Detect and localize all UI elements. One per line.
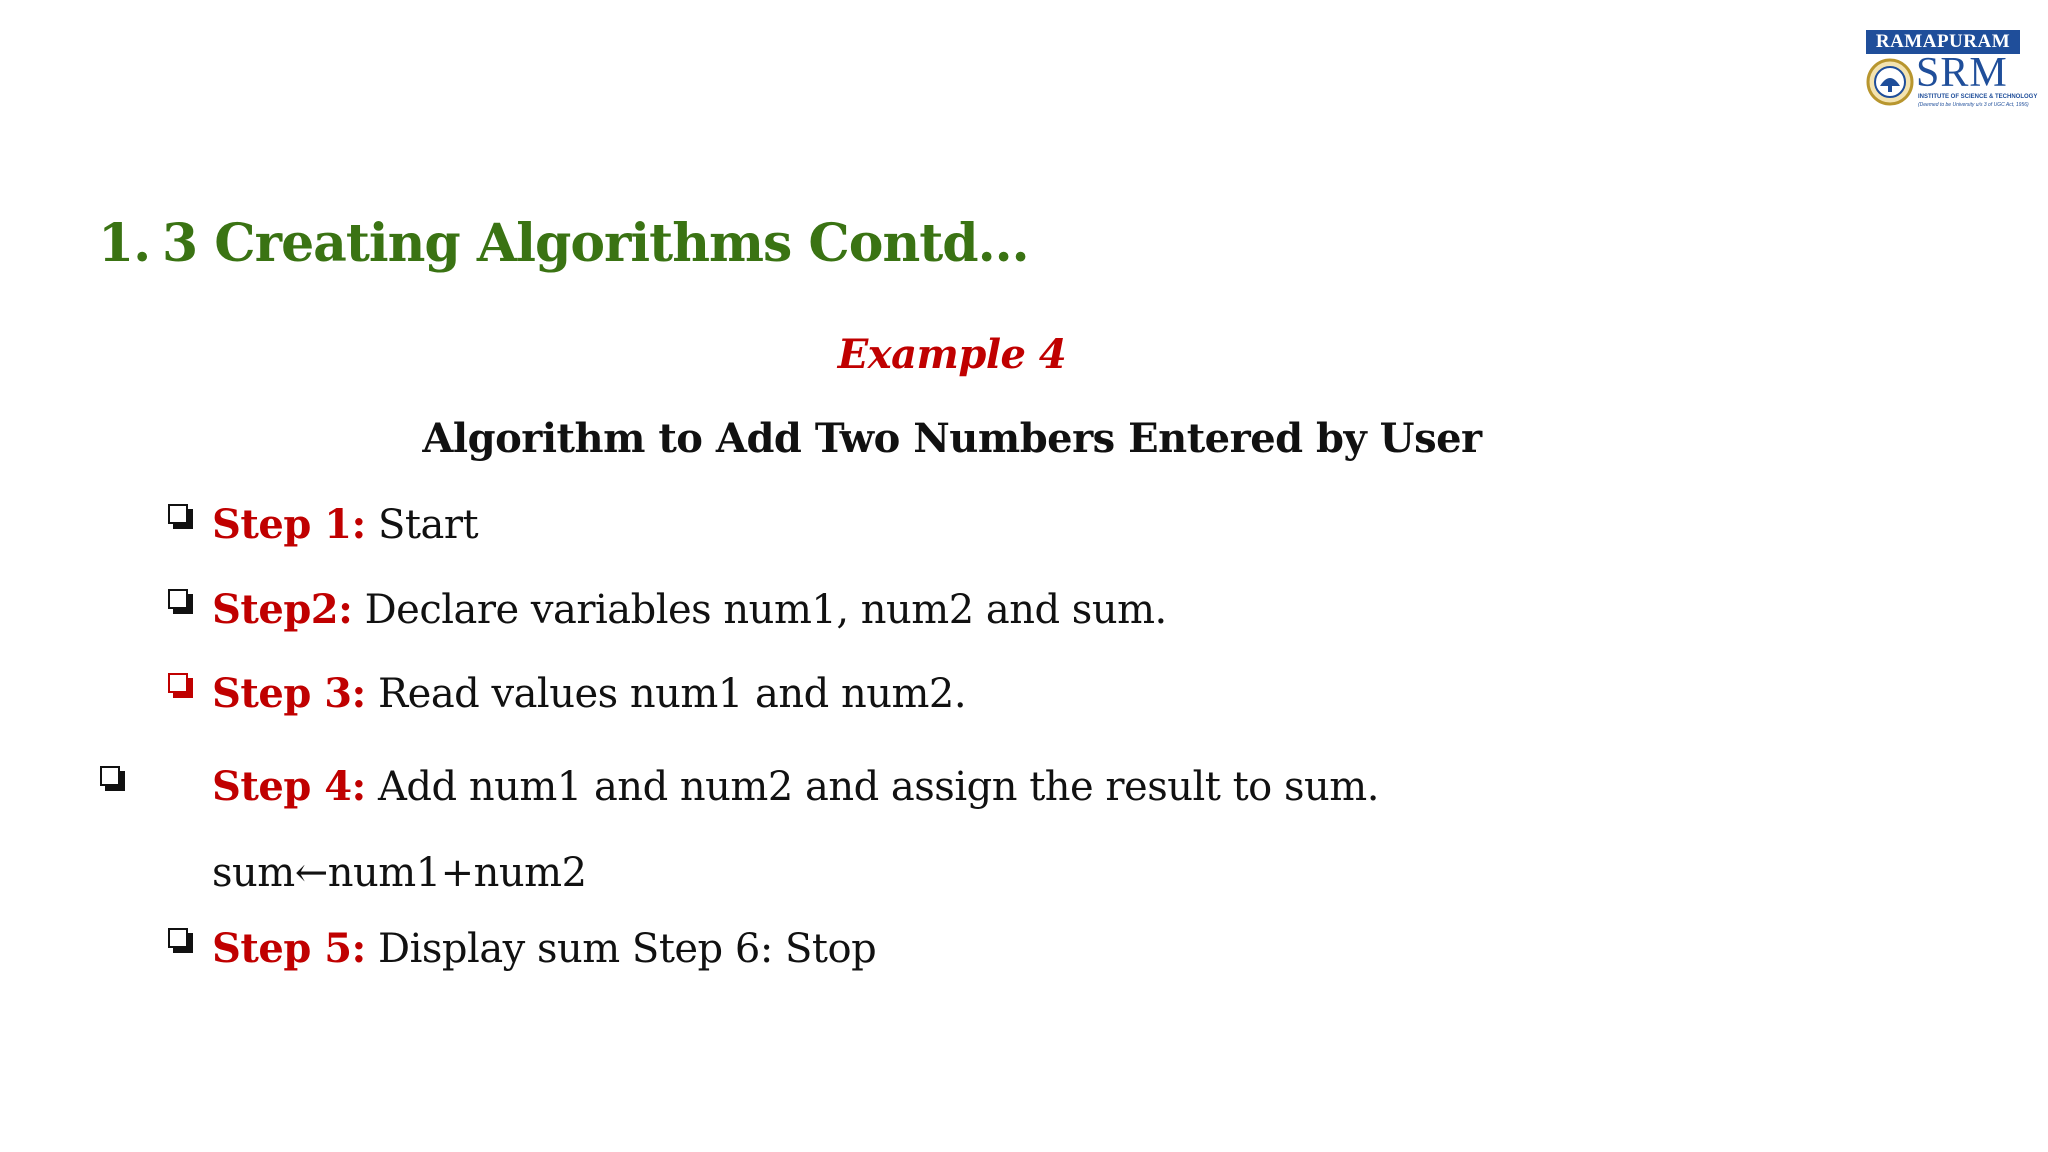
logo-tagline: (Deemed to be University u/s 3 of UGC Act, 1956) — [1918, 102, 2029, 108]
title-number: 1. — [98, 213, 151, 274]
step-5 — [212, 924, 876, 974]
logo-subtitle: INSTITUTE OF SCIENCE & TECHNOLOGY — [1918, 94, 2038, 100]
example-label: Example 4 — [837, 331, 1067, 378]
step-3 — [212, 669, 966, 719]
step-4 — [212, 762, 1379, 812]
step-text: Display sum Step 6: Stop — [365, 926, 877, 972]
step-label: Step 1: — [212, 501, 366, 548]
sum-formula: sum←num1+num2 — [212, 850, 587, 896]
step-label: Step 4: — [212, 763, 366, 810]
step-1 — [212, 500, 478, 550]
checkbox-bullet-icon — [168, 928, 194, 954]
step-label: Step 5: — [212, 925, 366, 972]
logo-brand: SRM — [1916, 50, 2008, 96]
slide-title — [98, 212, 1029, 276]
step-text: Start — [365, 502, 479, 548]
algorithm-heading: Algorithm to Add Two Numbers Entered by User — [422, 415, 1482, 462]
step-text: Read values num1 and num2. — [365, 671, 967, 717]
checkbox-bullet-icon — [168, 589, 194, 615]
checkbox-bullet-icon — [168, 504, 194, 530]
step-text: Declare variables num1, num2 and sum. — [352, 587, 1167, 633]
step-label: Step 3: — [212, 670, 366, 717]
checkbox-bullet-icon — [168, 673, 194, 699]
title-text: 3 Creating Algorithms Contd… — [162, 213, 1029, 274]
checkbox-bullet-icon — [100, 766, 126, 792]
seal-icon — [1866, 58, 1914, 106]
step-label: Step2: — [212, 586, 353, 633]
step-2 — [212, 585, 1167, 635]
step-text: Add num1 and num2 and assign the result to sum. — [365, 764, 1379, 810]
logo-banner: RAMAPURAM — [1866, 30, 2020, 54]
srm-logo — [1866, 30, 2038, 110]
